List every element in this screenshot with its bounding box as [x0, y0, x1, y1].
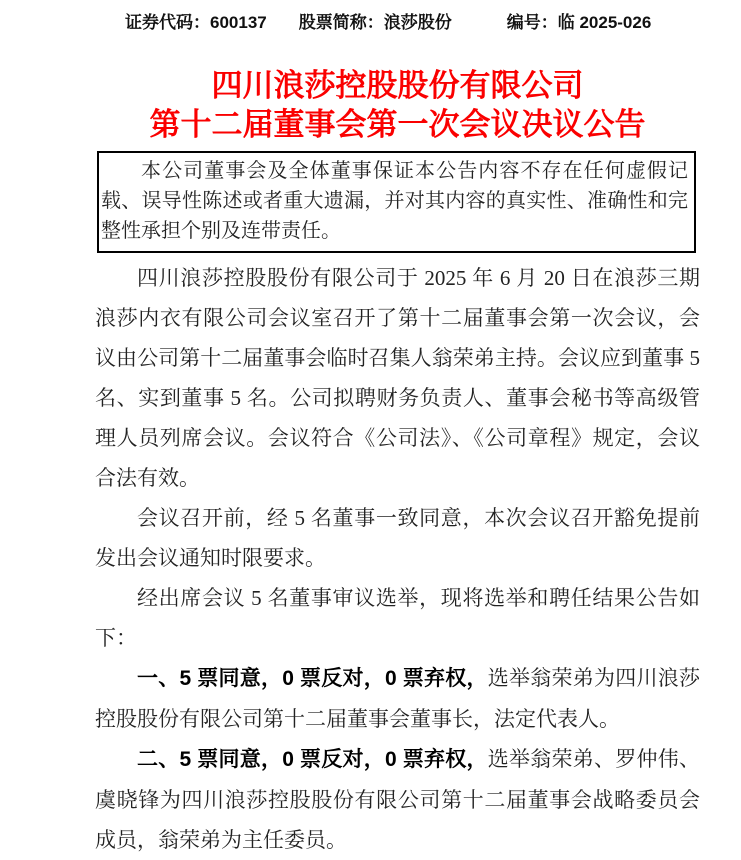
resolution-2-content: 选举翁荣弟、罗仲伟、虞晓锋为四川浪莎控股股份有限公司第十二届董事会战略委员会成员，翁荣弟为主任委员。	[95, 747, 700, 852]
resolution-1-content: 选举翁荣弟为四川浪莎控股股份有限公司第十二届董事会董事长，法定代表人。	[95, 666, 700, 731]
resolution-item-2	[95, 739, 700, 860]
disclaimer-box	[97, 151, 696, 253]
doc-number-group	[507, 13, 652, 33]
paragraph-meeting-info: 四川浪莎控股股份有限公司于 2025 年 6 月 20 日在浪莎三期浪莎内衣有限公司会议室召开了第十二届董事会第一次会议，会议由公司第十二届董事会临时召集人翁荣弟主持。会议应到董事 5 名、实到董事 5 名。公司拟聘财务负责人、董事会秘书等高级管理人员列席会议。会议符合《公司法》、《公司章程》规定，会议合法有效。	[95, 266, 700, 490]
stock-name-label: 股票简称：	[298, 13, 384, 32]
stock-code-label: 证券代码：	[125, 13, 210, 32]
resolution-item-1	[95, 658, 700, 739]
stock-name-value: 浪莎股份	[383, 13, 452, 32]
resolution-2-vote-result: 二、5 票同意，0 票反对，0 票弃权，	[137, 748, 488, 771]
stock-name-group	[299, 13, 452, 33]
doc-title	[95, 66, 700, 144]
resolution-1-vote-result: 一、5 票同意，0 票反对，0 票弃权，	[137, 667, 488, 690]
stock-code-value: 600137	[210, 13, 267, 32]
doc-title-line-1: 四川浪莎控股股份有限公司	[211, 68, 584, 103]
paragraph-results-intro: 经出席会议 5 名董事审议选举，现将选举和聘任结果公告如下：	[95, 586, 700, 650]
doc-header	[125, 13, 741, 33]
paragraph-notice-waiver: 会议召开前，经 5 名董事一致同意，本次会议召开豁免提前发出会议通知时限要求。	[95, 506, 700, 570]
announcement-document-page	[0, 13, 741, 852]
stock-code-group	[125, 13, 267, 33]
doc-number-label: 编号：	[506, 13, 558, 32]
doc-body	[95, 258, 700, 860]
doc-title-line-2: 第十二届董事会第一次会议决议公告	[149, 107, 646, 142]
doc-number-value: 临 2025-026	[557, 13, 652, 32]
disclaimer-text: 本公司董事会及全体董事保证本公告内容不存在任何虚假记载、误导性陈述或者重大遗漏，并对其内容的真实性、准确性和完整性承担个别及连带责任。	[101, 160, 688, 242]
